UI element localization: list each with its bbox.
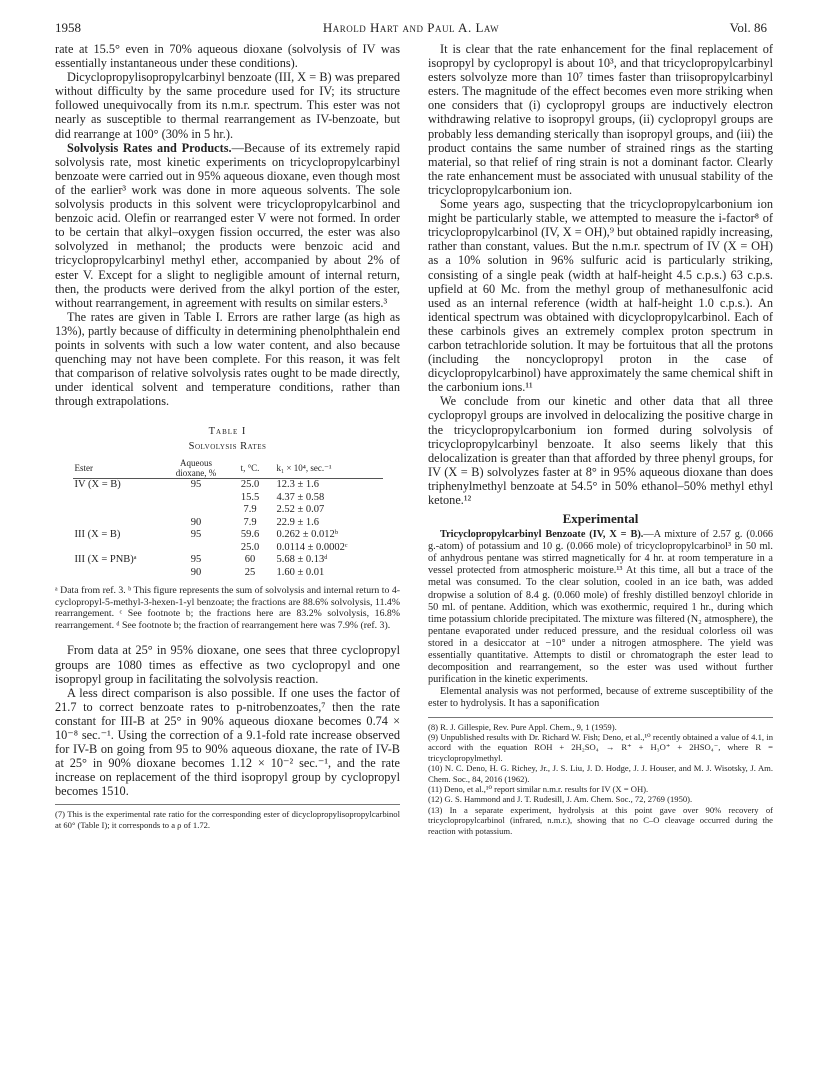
cell-dioxane: 95 xyxy=(190,479,202,491)
table-header-ester: Ester xyxy=(73,458,167,479)
table-row xyxy=(73,492,383,505)
cell-dioxane: 95 xyxy=(190,554,202,566)
table-header-rate: k₁ × 10⁴, sec.⁻¹ xyxy=(275,458,383,479)
cell-ester xyxy=(73,504,167,517)
cell-dioxane xyxy=(167,492,226,505)
footnote: (10) N. C. Deno, H. G. Richey, Jr., J. S. Liu, J. D. Hodge, J. J. Houser, and M. J. Wisotsky, J. Am. Chem. Soc., 84, 2016 (1962). xyxy=(428,763,773,784)
footnote-divider xyxy=(55,804,400,805)
paragraph xyxy=(55,141,400,310)
footnote: (8) R. J. Gillespie, Rev. Pure Appl. Chem., 9, 1 (1959). xyxy=(428,721,617,732)
table-title: Table I xyxy=(208,426,247,438)
cell-temperature: 7.9 xyxy=(243,516,257,528)
experimental-paragraph xyxy=(428,529,773,686)
paragraph: A less direct comparison is also possible. If one uses the factor of 21.7 to correct benzoate rates to p-nitrobenzoates,⁷ then the rate constant for III-B at 25° in 90% aqueous dioxane becomes 0.74 × 10⁻⁸ sec.⁻¹. Using the correction of a 9.1-fold rate increase observed for IV-B on going from 95 to 90% aqueous dioxane, the rate of IV-B at 25° in 90% dioxane becomes 1.12 × 10⁻² sec.⁻¹, and the rate increase on replacement of the third isopropyl group by cyclopropyl becomes 1510. xyxy=(55,685,400,799)
cell-rate: 2.52 ± 0.07 xyxy=(276,504,325,516)
running-title: Harold Hart and Paul A. Law xyxy=(322,20,500,35)
cell-rate: 0.262 ± 0.012ᵇ xyxy=(276,529,339,541)
cell-ester: IV (X = B) xyxy=(74,479,121,491)
paragraph-text: —Because of its extremely rapid solvolysis rate, most kinetic experiments on tricyclopropylcarbinyl benzoate were carried out in 95% aqueous dioxane, even though most of the earlier³ work was done in more aqueous solvents. The sole solvolysis products in this solvent were tricyclopropylcarbinol and benzoic acid. Olefin or rearranged ester V were not formed. In order to be certain that alkyl–oxygen fission occurred, the ester was also solvolyzed in methanol; the products were benzoic acid and tricyclopropylcarbinyl methyl ether, accompanied by about 2% of ester V. Except for a slight to negligible amount of internal return, then, the products were derived from the alkyl portion of the ester, without rearrangement, in agreement with results on similar esters.³ xyxy=(55,140,400,310)
footnote: (11) Deno, et al.,¹⁰ report similar n.m.r. results for IV (X = OH). xyxy=(428,783,649,794)
right-column xyxy=(428,42,773,836)
cell-ester xyxy=(73,567,167,580)
cell-ester xyxy=(73,542,167,555)
paragraph: Some years ago, suspecting that the tricyclopropylcarbonium ion might be particularly stable, we attempted to measure the i-factor⁸ of tricyclopropylcarbinol (IV, X = OH),⁹ but obtained rapidly increasing, rather than constant, values. But the n.m.r. spectrum of IV (X = OH) as a 10% solution in 96% sulfuric acid is particularly striking, consisting of a single peak (width at half-height 4.5 c.p.s.) 63 c.p.s. upfield at 60 Mc. from the methyl group of methanesulfonic acid used as an internal reference (width at half-height 1.0 c.p.s.). An identical spectrum was obtained with dicyclopropylcarbinol. Each of these carbinols gives an extremely complex proton spectrum in carbon tetrachloride solution. It may be fortuitous that all the protons (including the noncyclopropyl proton in the case of dicyclopropylcarbinol) have approximately the same chemical shift in the carbonium ions.¹¹ xyxy=(428,197,773,395)
footnote: (12) G. S. Hammond and J. T. Rudesill, J. Am. Chem. Soc., 72, 2769 (1950). xyxy=(428,794,693,805)
volume-label: Vol. 86 xyxy=(729,20,767,35)
table-row xyxy=(73,517,383,530)
experimental-paragraph: Elemental analysis was not performed, because of extreme susceptibility of the ester to hydrolysis. It has a saponification xyxy=(428,686,773,710)
cell-rate: 4.37 ± 0.58 xyxy=(276,491,325,503)
cell-dioxane: 95 xyxy=(190,529,202,541)
cell-temperature: 15.5 xyxy=(240,491,260,503)
cell-temperature: 60 xyxy=(244,554,256,566)
cell-ester xyxy=(73,517,167,530)
table-row xyxy=(73,567,383,580)
table-header-dioxane: Aqueous dioxane, % xyxy=(167,458,226,479)
cell-temperature: 59.6 xyxy=(240,529,260,541)
table-row xyxy=(73,504,383,517)
footnote: (7) This is the experimental rate ratio for the corresponding ester of dicyclopropylisopropylcarbinol at 60° (Table I); it corresponds to a ρ of 1.72. xyxy=(55,809,400,830)
paragraph-text: —A mixture of 2.57 g. (0.066 g.-atom) of potassium and 10 g. (0.066 mole) of tricyclopropylcarbinol³ in 50 ml. of anhydrous pentane was stirred magnetically for 4 hr. at room temperature in a vessel protected from atmospheric moisture.¹³ At this time, all but a trace of the metal was consumed. To the clear solution, cooled in an ice bath, was added dropwise a solution of 8.4 g. (0.060 mole) of freshly distilled benzoyl chloride in 50 ml. of pentane. Addition, which was exothermic, required 1 hr., during which time potassium chloride precipitated. The mixture was filtered (N₂ atmosphere), the pentane evaporated under reduced pressure, and the residual colorless oil was stored in a desiccator at −10° under a nitrogen atmosphere. The yield was essentially quantitative. Attempts to distil or chromatograph the ester lead to decomposition and rearrangement, so the ester was used without further purification in the kinetic experiments. xyxy=(428,529,773,686)
section-run-in-heading: Solvolysis Rates and Products. xyxy=(67,140,232,155)
left-column xyxy=(55,42,400,830)
cell-dioxane: 90 xyxy=(190,566,202,578)
footnote-divider xyxy=(428,717,773,718)
section-heading-experimental: Experimental xyxy=(562,511,639,527)
table-row xyxy=(73,479,383,492)
cell-temperature: 25.0 xyxy=(240,479,260,491)
cell-ester xyxy=(73,492,167,505)
footnote: (13) In a separate experiment, hydrolysis at this point gave over 90% recovery of tricyclopropylcarbinol (infrared, n.m.r.), showing that no C–O cleavage occurred during the reaction with potassium. xyxy=(428,804,773,836)
cell-dioxane: 90 xyxy=(190,516,202,528)
cell-temperature: 25 xyxy=(244,566,256,578)
table-row xyxy=(73,554,383,567)
cell-rate: 5.68 ± 0.13ᵈ xyxy=(276,554,328,566)
cell-ester: III (X = B) xyxy=(74,529,121,541)
paragraph: We conclude from our kinetic and other data that all three cyclopropyl groups are involved in delocalizing the positive charge in the tricyclopropylcarbonium ion formed during solvolysis of tricyclopropylcarbinyl benzoate. It also seems likely that this delocalization is greater than that afforded by three phenyl groups, for IV (X = B) solvolyzes faster at 8° in 95% aqueous dioxane than does triphenylmethyl benzoate at 54.5° in 50% ethanol–50% methyl ethyl ketone.¹² xyxy=(428,394,773,507)
table-row xyxy=(73,542,383,555)
cell-dioxane xyxy=(167,504,226,517)
page-number: 1958 xyxy=(55,20,81,35)
paragraph: Dicyclopropylisopropylcarbinyl benzoate (III, X = B) was prepared without difficulty by the same procedure used for IV; its structure followed unequivocally from its n.m.r. spectrum. This ester was not nearly as susceptible to thermal rearrangement as IV-benzoate, but did rearrange at 100° (30% in 5 hr.). xyxy=(55,70,400,141)
solvolysis-rates-table xyxy=(73,458,383,579)
cell-ester: III (X = PNB)ᵃ xyxy=(74,554,137,566)
compound-heading: Tricyclopropylcarbinyl Benzoate (IV, X = B). xyxy=(440,529,644,541)
cell-temperature: 25.0 xyxy=(240,541,260,553)
table-notes: ᵃ Data from ref. 3. ᵇ This figure represents the sum of solvolysis and internal return to 4-cyclopropyl-5-methyl-3-hexen-1-yl benzoate; the fractions are 88.6% solvolysis, 11.4% rearrangement. ᶜ See footnote b; the fractions here are 83.2% solvolysis, 16.8% rearrangement. ᵈ See footnote b; the fraction of rearrangement here was 7.9% (ref. 3). xyxy=(55,585,400,631)
paragraph: It is clear that the rate enhancement for the final replacement of isopropyl by cyclopropyl is about 10³, and that tricyclopropylcarbinyl esters solvolyze more than 10⁷ times faster than triisopropylcarbinyl esters. The magnitude of the effect becomes even more striking when one considers that (i) cyclopropyl groups are inductively electron withdrawing relative to isopropyl groups, (ii) cyclopropyl groups are probably less demanding sterically than isopropyl groups, and (iii) the product contains the same number of strained rings as the starting material, so that relief of ring strain is not a dominant factor. Clearly the rate enhancement must be associated with unusual stability of the tricyclopropylcarbonium ion. xyxy=(428,42,773,197)
table-subtitle: Solvolysis Rates xyxy=(188,441,267,453)
table-row xyxy=(73,529,383,542)
footnote: (9) Unpublished results with Dr. Richard W. Fish; Deno, et al.,¹⁰ recently obtained a value of 4.1, in accord with the equation ROH + 2H₂SO₄ → R⁺ + H₃O⁺ + 2HSO₄⁻, where R = tricyclopropylmethyl. xyxy=(428,731,773,763)
cell-temperature: 7.9 xyxy=(243,504,257,516)
cell-rate: 0.0114 ± 0.0002ᶜ xyxy=(276,541,348,553)
paragraph: rate at 15.5° even in 70% aqueous dioxane (solvolysis of IV was essentially instantaneous under these conditions). xyxy=(55,42,400,71)
paragraph: The rates are given in Table I. Errors are rather large (as high as 13%), partly because of difficulty in determining phenolphthalein end points in solvents with such a low water content, and also because quenching may not have been complete. For this reason, it was felt that comparison of relative solvolysis rates ought to be made directly, under identical solvent and temperature conditions, rather than through extrapolations. xyxy=(55,309,400,409)
cell-rate: 1.60 ± 0.01 xyxy=(276,566,325,578)
page-header xyxy=(55,20,767,38)
paragraph: From data at 25° in 95% dioxane, one sees that three cyclopropyl groups are 1080 times as effective as two cyclopropyl and one isopropyl group in facilitating the solvolysis reaction. xyxy=(55,643,400,686)
cell-rate: 12.3 ± 1.6 xyxy=(276,479,320,491)
cell-dioxane xyxy=(167,542,226,555)
cell-rate: 22.9 ± 1.6 xyxy=(276,516,320,528)
table-header-temperature: t, °C. xyxy=(226,458,275,479)
table-block xyxy=(55,426,400,631)
